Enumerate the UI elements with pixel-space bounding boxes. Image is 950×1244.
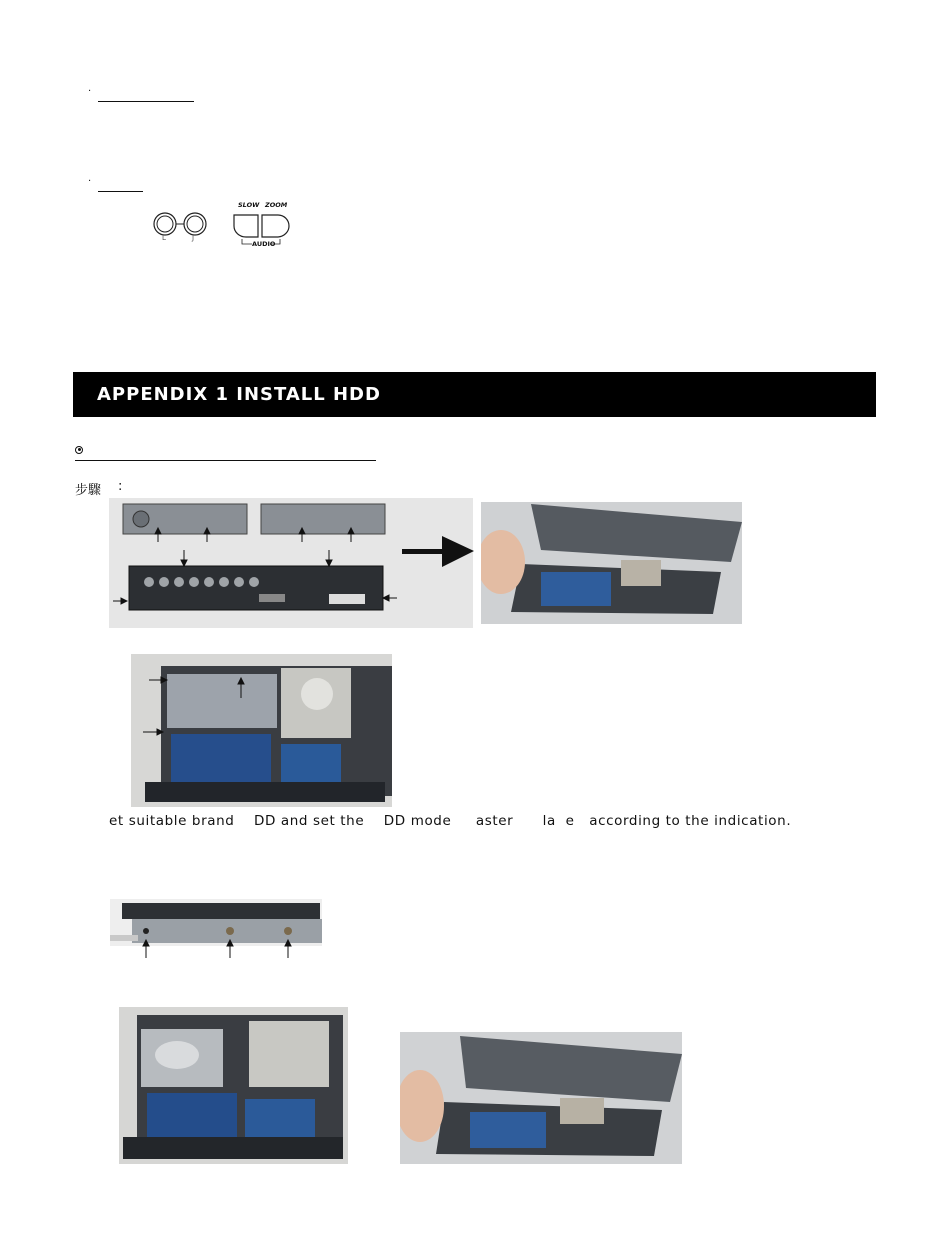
appendix-banner bbox=[73, 372, 876, 417]
jack-label-l: L bbox=[162, 234, 166, 242]
circle-bullet-icon bbox=[75, 446, 83, 454]
hdd-setting-caption: et suitable brand DD and set the DD mode aster la e according to the indication. bbox=[109, 813, 792, 829]
right-arrow-icon bbox=[402, 536, 474, 568]
steps-colon: : bbox=[118, 479, 123, 494]
jack-label-r: J bbox=[192, 234, 195, 242]
section-underline bbox=[75, 460, 376, 461]
bullet-dot-icon: · bbox=[88, 86, 92, 97]
heading-underline bbox=[98, 191, 143, 192]
audio-jacks-illustration bbox=[150, 208, 212, 244]
cover-removal-photo bbox=[481, 502, 742, 624]
bullet-dot-icon: · bbox=[88, 176, 92, 187]
slow-label: SLOW bbox=[238, 201, 260, 209]
cover-replacement-photo bbox=[400, 1032, 682, 1164]
audio-label: AUDIO bbox=[252, 240, 276, 248]
installed-hdd-photo bbox=[119, 1007, 348, 1164]
appendix-title: APPENDIX 1 INSTALL HDD bbox=[97, 384, 381, 405]
heading-underline bbox=[98, 101, 194, 102]
up-arrow-icon bbox=[110, 930, 322, 960]
zoom-label: ZOOM bbox=[265, 201, 288, 209]
open-chassis-photo bbox=[131, 654, 392, 807]
steps-label: 步驟 bbox=[75, 483, 102, 498]
